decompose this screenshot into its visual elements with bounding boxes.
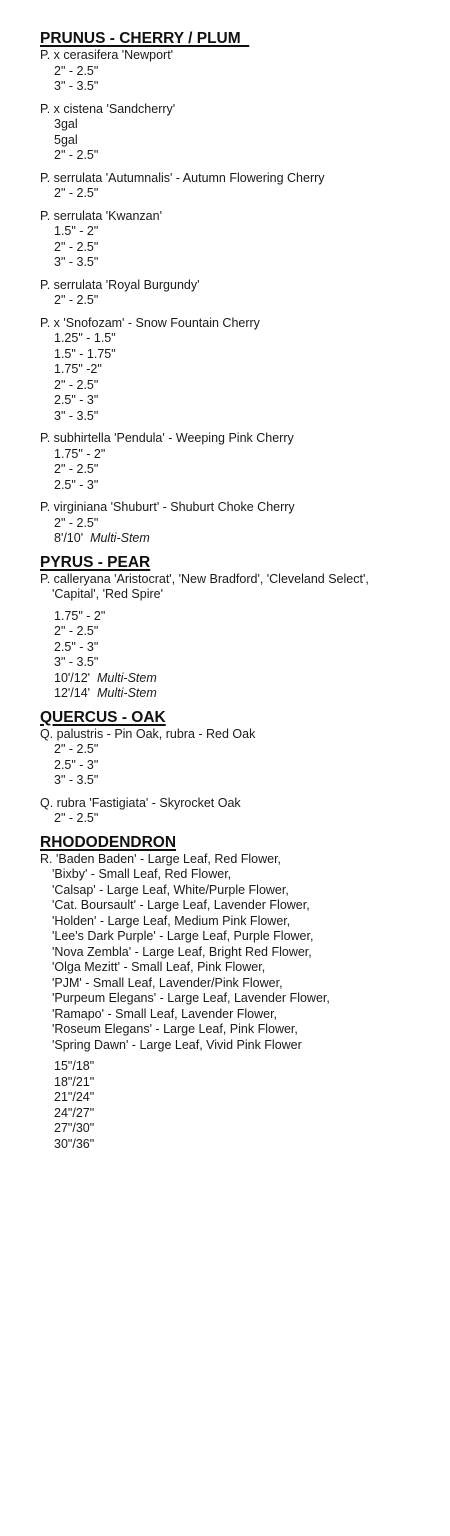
plant-entry [40, 852, 450, 1153]
size-value: 1.5" - 2" [54, 224, 99, 238]
size-value: 2.5" - 3" [54, 393, 99, 407]
size-row [40, 1090, 450, 1106]
species-name: P. x cistena 'Sandcherry' [40, 101, 176, 116]
size-row [40, 811, 450, 827]
size-list [40, 64, 450, 95]
size-row [40, 640, 450, 656]
species-name: P. serrulata 'Autumnalis' - Autumn Flowering Cherry [40, 170, 325, 185]
genus-section [40, 709, 450, 827]
size-row [40, 758, 450, 774]
species-name-continuation: 'Cat. Boursault' - Large Leaf, Lavender Flower, [52, 898, 310, 912]
size-note: Multi-Stem [90, 531, 150, 545]
section-heading: QUERCUS - OAK [40, 708, 166, 726]
genus-section [40, 554, 450, 702]
size-list [40, 447, 450, 494]
species-name-continuation: 'Lee's Dark Purple' - Large Leaf, Purple Flower, [52, 929, 314, 943]
size-row [40, 378, 450, 394]
size-value: 5gal [54, 132, 78, 147]
species-name: P. serrulata 'Royal Burgundy' [40, 277, 200, 292]
size-value: 15"/18" [54, 1059, 95, 1073]
size-value: 8'/10' [54, 531, 84, 545]
size-row [40, 293, 450, 309]
size-row [40, 609, 450, 625]
size-value: 3" - 3.5" [54, 773, 99, 787]
genus-section [40, 834, 450, 1153]
size-value: 27"/30" [54, 1121, 95, 1135]
size-row [40, 64, 450, 80]
size-row [40, 1121, 450, 1137]
size-list [40, 293, 450, 309]
size-list [40, 609, 450, 702]
size-value: 1.75" -2" [54, 362, 102, 376]
size-value: 1.5" - 1.75" [54, 346, 116, 361]
size-row [40, 742, 450, 758]
species-name-continuation: 'Capital', 'Red Spire' [52, 587, 163, 601]
size-row [40, 655, 450, 671]
size-value: 30"/36" [54, 1136, 95, 1151]
species-name: P. x 'Snofozam' - Snow Fountain Cherry [40, 315, 260, 330]
size-row [40, 331, 450, 347]
size-value: 3" - 3.5" [54, 255, 99, 269]
size-list [40, 331, 450, 424]
species-name-continuation: 'Ramapo' - Small Leaf, Lavender Flower, [52, 1006, 278, 1021]
size-row [40, 148, 450, 164]
size-row [40, 686, 450, 702]
species-name: Q. rubra 'Fastigiata' - Skyrocket Oak [40, 795, 241, 810]
size-row [40, 409, 450, 425]
size-row [40, 133, 450, 149]
species-name: P. subhirtella 'Pendula' - Weeping Pink Cherry [40, 431, 294, 445]
size-value: 2" - 2.5" [54, 186, 99, 200]
species-name-continuation: 'Purpeum Elegans' - Large Leaf, Lavender Flower, [52, 991, 330, 1005]
size-value: 2" - 2.5" [54, 811, 99, 825]
size-value: 3" - 3.5" [54, 655, 99, 669]
size-row [40, 255, 450, 271]
plant-entry [40, 209, 450, 271]
species-name-continuation: 'Spring Dawn' - Large Leaf, Vivid Pink Flower [52, 1037, 302, 1052]
size-row [40, 1059, 450, 1075]
size-row [40, 362, 450, 378]
species-name: P. serrulata 'Kwanzan' [40, 208, 162, 223]
size-value: 1.25" - 1.5" [54, 331, 116, 345]
size-value: 2.5" - 3" [54, 639, 99, 654]
size-row [40, 447, 450, 463]
size-value: 21"/24" [54, 1090, 95, 1104]
plant-entry [40, 48, 450, 95]
size-row [40, 393, 450, 409]
species-name: P. virginiana 'Shuburt' - Shuburt Choke Cherry [40, 500, 295, 514]
plant-entry [40, 572, 450, 702]
size-row [40, 1106, 450, 1122]
plant-entry [40, 500, 450, 547]
size-list [40, 1059, 450, 1152]
size-row [40, 516, 450, 532]
size-value: 2" - 2.5" [54, 515, 99, 530]
size-value: 2.5" - 3" [54, 477, 99, 492]
size-value: 2" - 2.5" [54, 377, 99, 392]
size-value: 2.5" - 3" [54, 757, 99, 772]
size-value: 2" - 2.5" [54, 148, 99, 162]
size-list [40, 224, 450, 271]
size-list [40, 516, 450, 547]
size-row [40, 117, 450, 133]
size-row [40, 478, 450, 494]
size-value: 18"/21" [54, 1074, 95, 1089]
size-row [40, 186, 450, 202]
size-row [40, 347, 450, 363]
size-value: 24"/27" [54, 1105, 95, 1120]
size-value: 3" - 3.5" [54, 79, 99, 93]
plant-entry [40, 171, 450, 202]
size-value: 10'/12' [54, 670, 91, 685]
species-name-continuation: 'Bixby' - Small Leaf, Red Flower, [52, 867, 232, 881]
size-row [40, 773, 450, 789]
size-row [40, 462, 450, 478]
plant-entry [40, 431, 450, 493]
size-note: Multi-Stem [97, 670, 157, 685]
size-list [40, 742, 450, 789]
size-row [40, 531, 450, 547]
species-name-continuation: 'Olga Mezitt' - Small Leaf, Pink Flower, [52, 960, 266, 974]
section-heading: PYRUS - PEAR [40, 553, 151, 571]
size-note: Multi-Stem [97, 686, 157, 700]
species-name-continuation: 'Nova Zembla' - Large Leaf, Bright Red Flower, [52, 944, 312, 959]
size-list [40, 811, 450, 827]
plant-price-list [0, 30, 450, 1159]
size-value: 2" - 2.5" [54, 462, 99, 476]
size-list [40, 117, 450, 164]
species-name-continuation: 'PJM' - Small Leaf, Lavender/Pink Flower, [52, 975, 283, 990]
size-value: 2" - 2.5" [54, 624, 99, 638]
species-name-continuation: 'Holden' - Large Leaf, Medium Pink Flower, [52, 913, 291, 928]
genus-section [40, 30, 450, 547]
species-name: P. x cerasifera 'Newport' [40, 48, 174, 62]
size-row [40, 1075, 450, 1091]
species-name-continuation: 'Roseum Elegans' - Large Leaf, Pink Flower, [52, 1022, 298, 1036]
size-value: 2" - 2.5" [54, 742, 99, 756]
size-value: 3" - 3.5" [54, 408, 99, 423]
size-row [40, 79, 450, 95]
size-value: 3gal [54, 117, 78, 131]
plant-entry [40, 102, 450, 164]
size-row [40, 624, 450, 640]
section-heading: PRUNUS - CHERRY / PLUM [40, 30, 250, 47]
size-value: 1.75" - 2" [54, 608, 106, 623]
size-row [40, 1137, 450, 1153]
size-value: 1.75" - 2" [54, 446, 106, 461]
size-row [40, 240, 450, 256]
plant-entry [40, 727, 450, 789]
species-name-continuation: 'Calsap' - Large Leaf, White/Purple Flower, [52, 882, 289, 897]
size-list [40, 186, 450, 202]
plant-entry [40, 278, 450, 309]
size-value: 2" - 2.5" [54, 63, 99, 78]
species-name: P. calleryana 'Aristocrat', 'New Bradford', 'Cleveland Select', [40, 571, 369, 586]
species-name: Q. palustris - Pin Oak, rubra - Red Oak [40, 726, 256, 741]
size-value: 12'/14' [54, 686, 91, 700]
species-name: R. 'Baden Baden' - Large Leaf, Red Flower, [40, 851, 282, 866]
size-value: 2" - 2.5" [54, 239, 99, 254]
size-row [40, 671, 450, 687]
section-heading: RHODODENDRON [40, 833, 177, 851]
plant-entry [40, 796, 450, 827]
size-row [40, 224, 450, 240]
size-value: 2" - 2.5" [54, 293, 99, 307]
plant-entry [40, 316, 450, 425]
